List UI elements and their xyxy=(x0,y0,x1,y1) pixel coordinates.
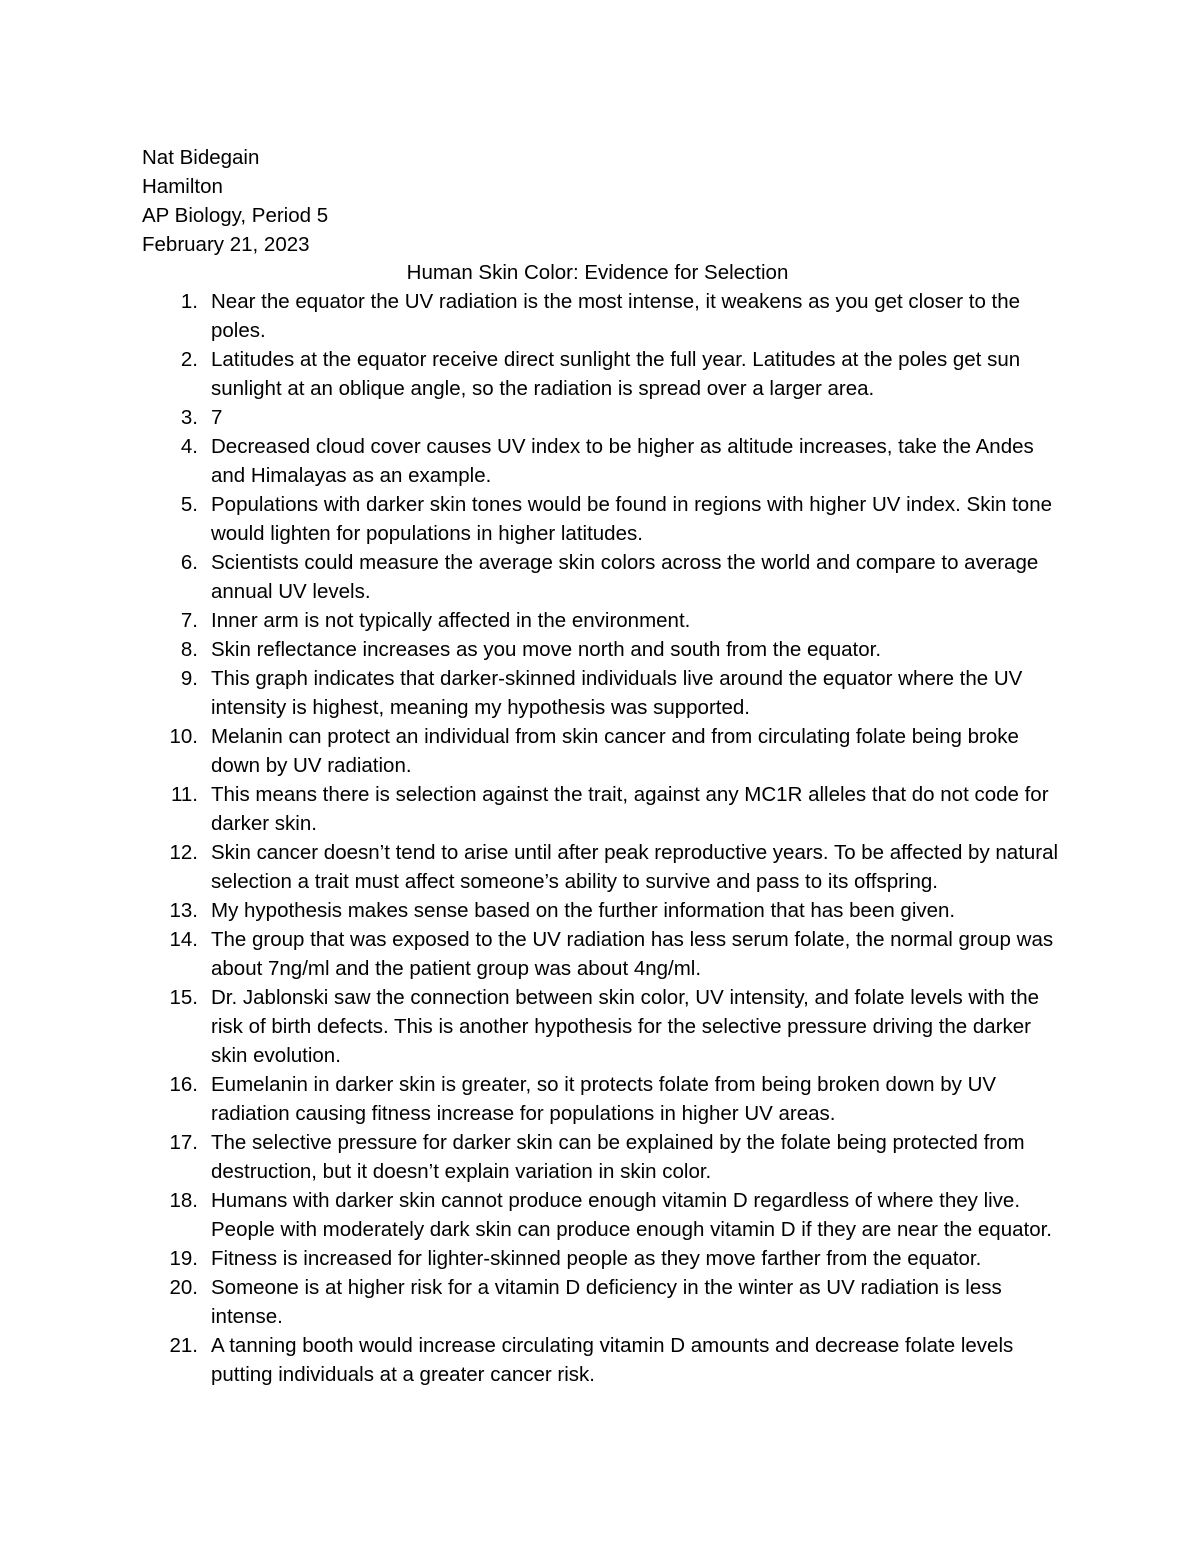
list-item xyxy=(150,1186,1065,1244)
list-item xyxy=(150,606,1065,635)
item-number: 13. xyxy=(169,899,198,922)
list-item xyxy=(150,403,1065,432)
document-title: Human Skin Color: Evidence for Selection xyxy=(406,261,789,284)
item-text: Latitudes at the equator receive direct sunlight the full year. Latitudes at the poles get sun sunlight at an oblique angle, so the radiation is spread over a larger area. xyxy=(211,348,1021,400)
item-number: 12. xyxy=(169,841,198,864)
list-item xyxy=(150,1273,1065,1331)
list-item xyxy=(150,838,1065,896)
list-item xyxy=(150,1128,1065,1186)
item-text: This means there is selection against the trait, against any MC1R alleles that do not code for darker skin. xyxy=(211,783,1049,835)
item-text: A tanning booth would increase circulating vitamin D amounts and decrease folate levels putting individuals at a greater cancer risk. xyxy=(211,1334,1014,1386)
list-item xyxy=(150,896,1065,925)
list-item xyxy=(150,925,1065,983)
item-text: Dr. Jablonski saw the connection between skin color, UV intensity, and folate levels with the risk of birth defects. This is another hypothesis for the selective pressure driving the darker skin evolution. xyxy=(211,986,1040,1067)
item-text: Skin cancer doesn’t tend to arise until after peak reproductive years. To be affected by natural selection a trait must affect someone’s ability to survive and pass to its offspring. xyxy=(211,841,1059,893)
list-item xyxy=(150,722,1065,780)
item-text: The group that was exposed to the UV radiation has less serum folate, the normal group was about 7ng/ml and the patient group was about 4ng/ml. xyxy=(211,928,1054,980)
item-number: 20. xyxy=(169,1276,198,1299)
item-number: 11. xyxy=(171,783,198,806)
item-text: Populations with darker skin tones would be found in regions with higher UV index. Skin tone would lighten for populations in higher latitudes. xyxy=(211,493,1052,545)
student-name: Nat Bidegain xyxy=(142,146,260,169)
item-number: 17. xyxy=(169,1131,198,1154)
item-number: 21. xyxy=(169,1334,198,1357)
item-text: My hypothesis makes sense based on the further information that has been given. xyxy=(211,899,956,922)
list-item xyxy=(150,1331,1065,1389)
list-item xyxy=(150,432,1065,490)
item-text: Scientists could measure the average skin colors across the world and compare to average annual UV levels. xyxy=(211,551,1039,603)
item-text: Eumelanin in darker skin is greater, so it protects folate from being broken down by UV radiation causing fitness increase for populations in higher UV areas. xyxy=(211,1073,997,1125)
list-item xyxy=(150,287,1065,345)
list-item xyxy=(150,1244,1065,1273)
item-number: 9. xyxy=(180,667,198,690)
date: February 21, 2023 xyxy=(142,233,310,256)
item-text: Inner arm is not typically affected in the environment. xyxy=(211,609,691,632)
item-number: 3. xyxy=(180,406,198,429)
list-item xyxy=(150,780,1065,838)
item-number: 5. xyxy=(180,493,198,516)
item-text: Decreased cloud cover causes UV index to be higher as altitude increases, take the Andes and Himalayas as an example. xyxy=(211,435,1034,487)
teacher-name: Hamilton xyxy=(142,175,223,198)
item-number: 14. xyxy=(169,928,198,951)
list-item xyxy=(150,983,1065,1070)
item-number: 6. xyxy=(180,551,198,574)
list-item xyxy=(150,548,1065,606)
item-text: Fitness is increased for lighter-skinned people as they move farther from the equator. xyxy=(211,1247,982,1270)
item-number: 1. xyxy=(180,290,198,313)
item-number: 19. xyxy=(169,1247,198,1270)
list-item xyxy=(150,664,1065,722)
item-text: Near the equator the UV radiation is the most intense, it weakens as you get closer to the poles. xyxy=(211,290,1021,342)
item-number: 18. xyxy=(169,1189,198,1212)
header-block xyxy=(142,143,328,259)
item-text: Someone is at higher risk for a vitamin D deficiency in the winter as UV radiation is less intense. xyxy=(211,1276,1002,1328)
item-text: This graph indicates that darker-skinned individuals live around the equator where the UV intensity is highest, meaning my hypothesis was supported. xyxy=(211,667,1023,719)
list-item xyxy=(150,490,1065,548)
list-item xyxy=(150,635,1065,664)
item-number: 16. xyxy=(169,1073,198,1096)
course-info: AP Biology, Period 5 xyxy=(142,204,329,227)
list-item xyxy=(150,345,1065,403)
item-text: Skin reflectance increases as you move north and south from the equator. xyxy=(211,638,882,661)
item-text: Melanin can protect an individual from skin cancer and from circulating folate being broke down by UV radiation. xyxy=(211,725,1019,777)
item-text: Humans with darker skin cannot produce enough vitamin D regardless of where they live. People with moderately dark skin can produce enough vitamin D if they are near the equator. xyxy=(211,1189,1052,1241)
item-number: 2. xyxy=(180,348,198,371)
answer-list xyxy=(150,287,1065,1389)
item-number: 8. xyxy=(180,638,198,661)
item-number: 7. xyxy=(180,609,198,632)
item-text: 7 xyxy=(211,406,223,429)
item-number: 10. xyxy=(169,725,198,748)
item-number: 4. xyxy=(180,435,198,458)
item-number: 15. xyxy=(169,986,198,1009)
list-item xyxy=(150,1070,1065,1128)
item-text: The selective pressure for darker skin can be explained by the folate being protected from destruction, but it doesn’t explain variation in skin color. xyxy=(211,1131,1025,1183)
